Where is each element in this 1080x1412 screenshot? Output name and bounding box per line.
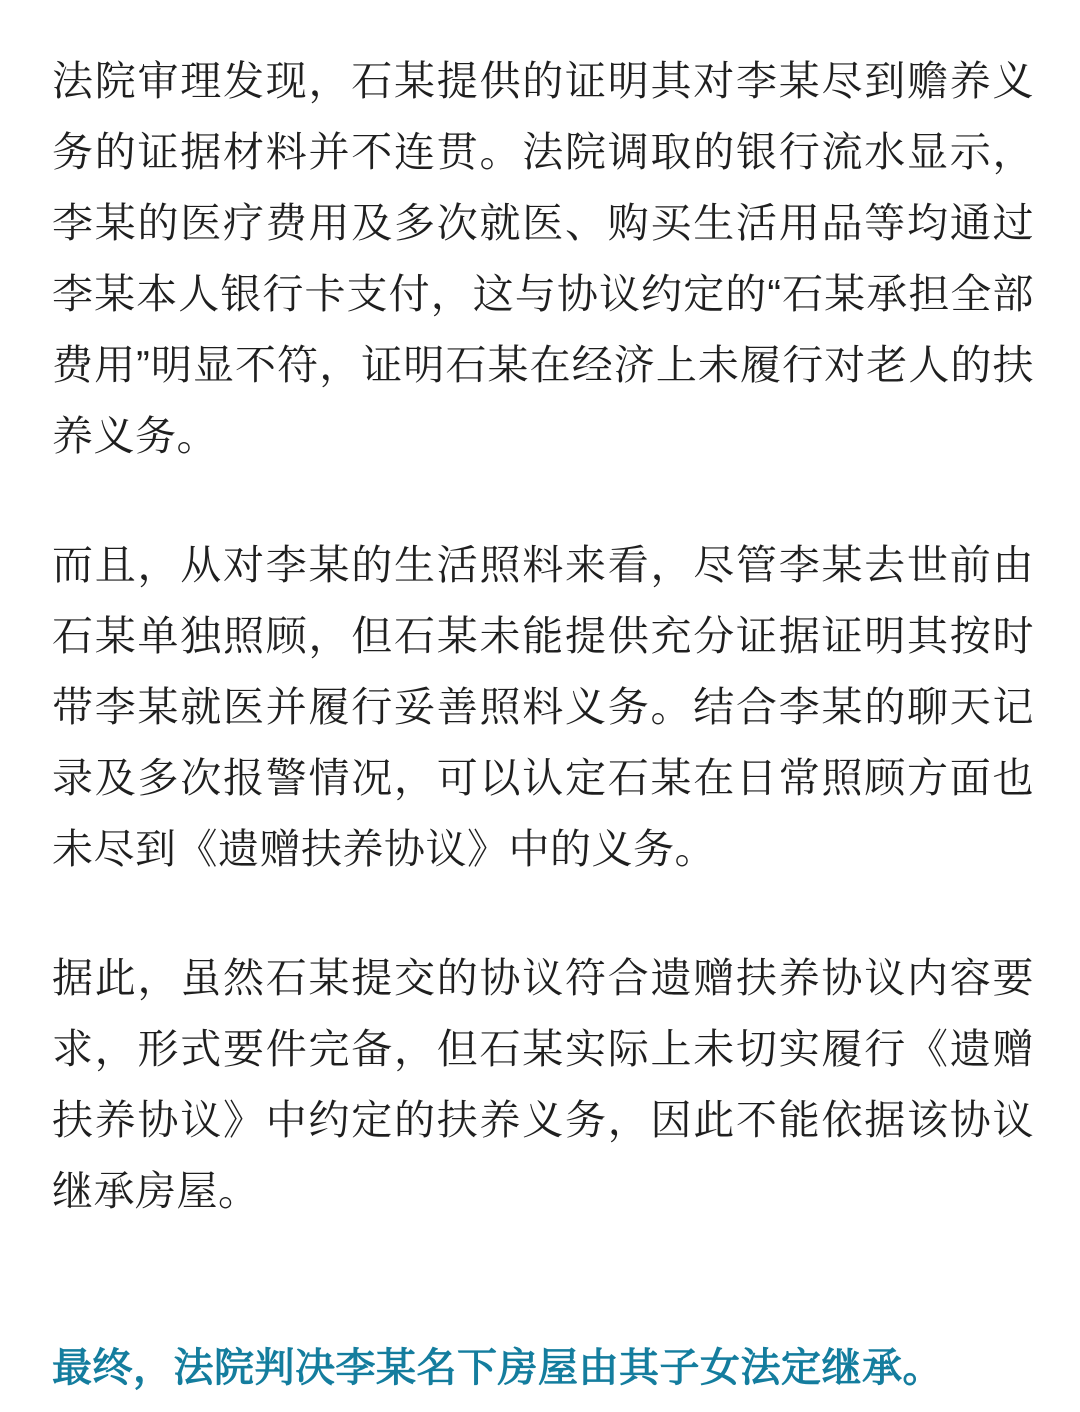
verdict-highlight: 最终，法院判决李某名下房屋由其子女法定继承。 [52,1346,943,1390]
paragraph-daily-care: 而且，从对李某的生活照料来看，尽管李某去世前由石某单独照顾，但石某未能提供充分证据证明其按时带李某就医并履行妥善照料义务。结合李某的聊天记录及多次报警情况，可以认定石某在日常照顾方面也未尽到《遗赠扶养协议》中的义务。 [52,542,1034,872]
paragraph-conclusion-reasoning: 据此，虽然石某提交的协议符合遗赠扶养协议内容要求，形式要件完备，但石某实际上未切实履行《遗赠扶养协议》中约定的扶养义务，因此不能依据该协议继承房屋。 [52,955,1034,1214]
paragraph-evidence-finding: 法院审理发现，石某提供的证明其对李某尽到赡养义务的证据材料并不连贯。法院调取的银行流水显示，李某的医疗费用及多次就医、购买生活用品等均通过李某本人银行卡支付，这与协议约定的“石某承担全部费用”明显不符，证明石某在经济上未履行对老人的扶养义务。 [52,58,1034,459]
section-spacer [52,1285,1034,1337]
